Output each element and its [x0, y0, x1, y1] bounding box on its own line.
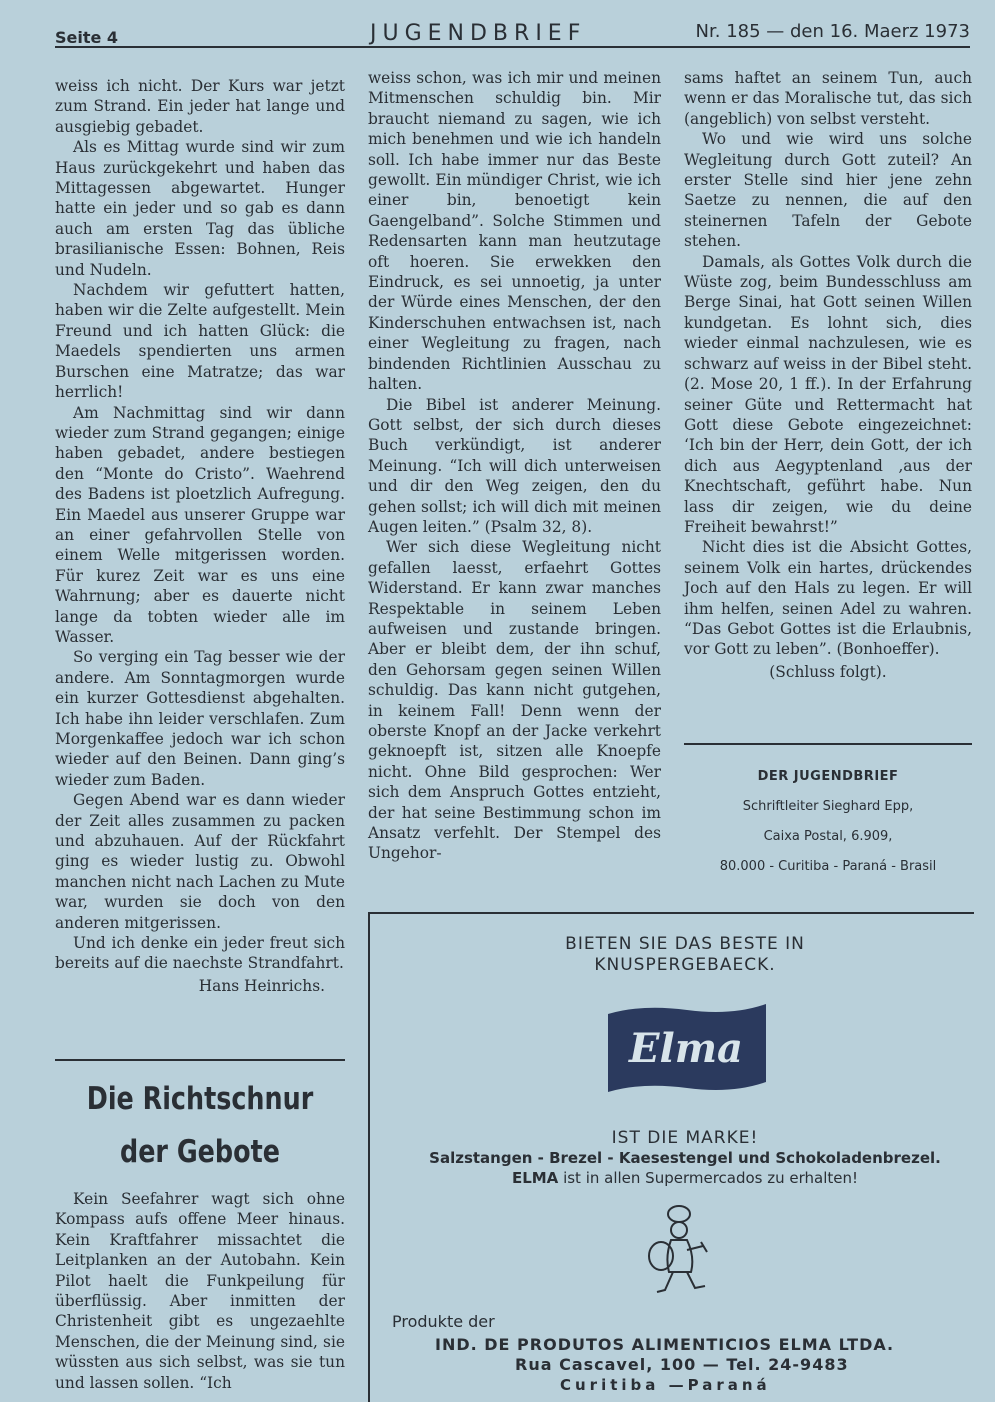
article1-signature: Hans Heinrichs.	[198, 976, 325, 995]
imprint-editor: Schriftleiter Sieghard Epp,	[742, 799, 914, 814]
ad-availability-text: ist in allen Supermercados zu erhalten!	[558, 1169, 859, 1187]
article2-column3	[684, 68, 972, 682]
newspaper-title: JUGENDBRIEF	[370, 21, 587, 46]
ad-brand: ELMA	[511, 1169, 559, 1187]
article1-column	[55, 76, 345, 996]
article1-paragraph: Nachdem wir gefuttert hatten, haben wir die Zelte aufgestellt. Mein Freund und ich hatten Glück: die Maedels spendierten uns armen Burschen eine Matratze; das war herrlich!	[55, 281, 345, 402]
continued-note: (Schluss folgt).	[769, 662, 887, 681]
ad-slogan: IST DIE MARKE!	[611, 1128, 759, 1148]
page-number: Seite 4	[55, 28, 119, 47]
article1-paragraph: So verging ein Tag besser wie der andere. Am Sonntagmorgen wurde ein kurzer Gottesdienst abgehalten. Ich habe ihn leider verschlafen. Zum Morgenkaffee jedoch war ich schon wieder auf den Beinen. Dann ging’s wieder zum Baden.	[55, 648, 345, 789]
divider	[55, 1059, 345, 1061]
page-header	[55, 18, 970, 48]
divider	[684, 743, 972, 745]
imprint-box	[684, 762, 972, 882]
article2-paragraph: Damals, als Gottes Volk durch die Wüste zog, beim Bundesschluss am Berge Sinai, hat Gott seinen Willen kundgetan. Es lohnt sich, dies wieder einmal nachzulesen, wie es schwarz auf weiss in der Bibel steht. (2. Mose 20, 1 ff.). In der Erfahrung seiner Güte und Rettermacht hat Gott diese Gebote eingezeichnet: ‘Ich bin der Herr, dein Gott, der ich dich aus Aegyptenland ‚aus der Knechtschaft, geführt habe. Nun lass dir zeigen, wie du deine Freiheit bewahrst!”	[684, 252, 972, 536]
article2-paragraph: Die Bibel ist anderer Meinung. Gott selbst, der sich durch dieses Buch verkündigt, ist anderer Meinung. “Ich will dich unterweisen und dir den Weg zeigen, den du gehen sollst; ich will dich mit meinen Augen leiten.” (Psalm 32, 8).	[368, 395, 661, 536]
article2-paragraph: Nicht dies ist die Absicht Gottes, seinem Volk ein hartes, drückendes Joch auf den Hals zu legen. Er will ihm helfen, seinen Adel zu wahren. “Das Gebot Gottes ist die Erlaubnis, vor Gott zu leben”. (Bonhoeffer).	[684, 538, 972, 659]
article1-paragraph: Als es Mittag wurde sind wir zum Haus zurückgekehrt und haben das Mittagessen abgewartet. Hunger hatte ein jeder und so gab es dann auch am ersten Tag das übliche brasilianische Essen: Bohnen, Reis und Nudeln.	[55, 138, 345, 279]
ad-headline	[370, 934, 995, 976]
ad-city: Curitiba —Paraná	[560, 1376, 771, 1394]
article2-paragraph: sams haftet an seinem Tun, auch wenn er das Moralische tut, das sich (angeblich) von selbst versteht.	[684, 69, 972, 128]
article2-title-line: der Gebote	[119, 1134, 280, 1170]
ad-company: IND. DE PRODUTOS ALIMENTICIOS ELMA LTDA.	[435, 1335, 895, 1354]
ad-headline-line: KNUSPERGEBAECK.	[594, 955, 776, 975]
article2-column2	[368, 68, 661, 864]
elma-logo	[602, 1000, 772, 1096]
elma-advertisement	[368, 912, 974, 1402]
article1-paragraph: weiss ich nicht. Der Kurs war jetzt zum Strand. Ein jeder hat lange und ausgiebig gebadet.	[55, 77, 345, 136]
article2-paragraph: Wer sich diese Wegleitung nicht gefallen laesst, erfaehrt Gottes Widerstand. Er kann zwar manches Respektable in seinem Leben aufweisen und zustande bringen. Aber er bleibt dem, der ihn schuf, den Gehorsam gegen seinen Willen schuldig. Das kann nicht gutgehen, in keinem Fall! Denn wenn der oberste Knopf an der Jacke verkehrt geknoepft ist, sitzen alle Knoepfe nicht. Ohne Bild gesprochen: Wer sich dem Anspruch Gottes entzieht, der hat seine Bestimmung schon im Ansatz verfehlt. Der Stempel des Ungehor-	[368, 538, 661, 863]
elma-logo-text: Elma	[629, 1025, 743, 1072]
article2-paragraph: weiss schon, was ich mir und meinen Mitmenschen schuldig bin. Mir braucht niemand zu sagen, wie ich mich benehmen und wie ich handeln soll. Ich habe immer nur das Beste gewollt. Ein mündiger Christ, wie ich einer bin, benoetigt kein Gaengelband”. Solche Stimmen und Redensarten kann man heutzutage oft hoeren. Sie erwekken den Eindruck, es sei unnoetig, ja unter der Würde eines Menschen, der den Kinderschuhen entwachsen ist, nach einer Wegleitung zu fragen, nach bindenden Richtlinien Ausschau zu halten.	[368, 69, 661, 394]
ad-availability	[370, 1168, 995, 1189]
imprint-postbox: Caixa Postal, 6.909,	[763, 829, 893, 844]
article1-paragraph: Gegen Abend war es dann wieder der Zeit alles zusammen zu packen und abzuhauen. Auf der Rückfahrt ging es wieder lustig zu. Obwohl manchen nicht nach Lachen zu Mute war, wurden sie doch von den anderen mitgerissen.	[55, 791, 345, 932]
ad-products: Salzstangen - Brezel - Kaesestengel und Schokoladenbrezel.	[429, 1149, 941, 1167]
imprint-title: DER JUGENDBRIEF	[757, 769, 899, 784]
article2-paragraph: Kein Seefahrer wagt sich ohne Kompass aufs offene Meer hinaus. Kein Kraftfahrer missachtet die Leitplanken an der Autobahn. Kein Pilot haelt die Funkpeilung für überflüssig. Aber inmitten der Christenheit gibt es ungezaehlte Menschen, die der Meinung sind, sie wüssten aus sich selbst, was sie tun und lassen sollen. “Ich	[55, 1190, 345, 1392]
article2-paragraph: Wo und wie wird uns solche Wegleitung durch Gott zuteil? An erster Stelle sind hier jene zehn Saetze zu nennen, die auf den steinernen Tafeln der Gebote stehen.	[684, 130, 972, 251]
article2-title	[81, 1073, 319, 1179]
baker-mascot-icon	[635, 1202, 725, 1297]
ad-produkte-der: Produkte der	[392, 1312, 495, 1331]
issue-date: Nr. 185 — den 16. Maerz 1973	[695, 21, 970, 42]
imprint-address: 80.000 - Curitiba - Paraná - Brasil	[719, 859, 937, 874]
ad-headline-line: BIETEN SIE DAS BESTE IN	[565, 934, 805, 954]
article2-title-line: Die Richtschnur	[86, 1081, 314, 1117]
article1-paragraph: Und ich denke ein jeder freut sich bereits auf die naechste Strandfahrt.	[55, 934, 345, 973]
ad-address: Rua Cascavel, 100 — Tel. 24-9483	[515, 1355, 849, 1374]
article2-column1	[55, 1189, 345, 1393]
article1-paragraph: Am Nachmittag sind wir dann wieder zum Strand gegangen; einige haben gebadet, andere bestiegen den “Monte do Cristo”. Waehrend des Badens ist ploetzlich Aufregung. Ein Maedel aus unserer Gruppe war an einer gefahrvollen Stelle von einem Welle mitgerissen worden. Für kurez Zeit war es uns eine Wahrnung; aber es dauerte nicht lange da tobten wieder alle im Wasser.	[55, 403, 345, 646]
